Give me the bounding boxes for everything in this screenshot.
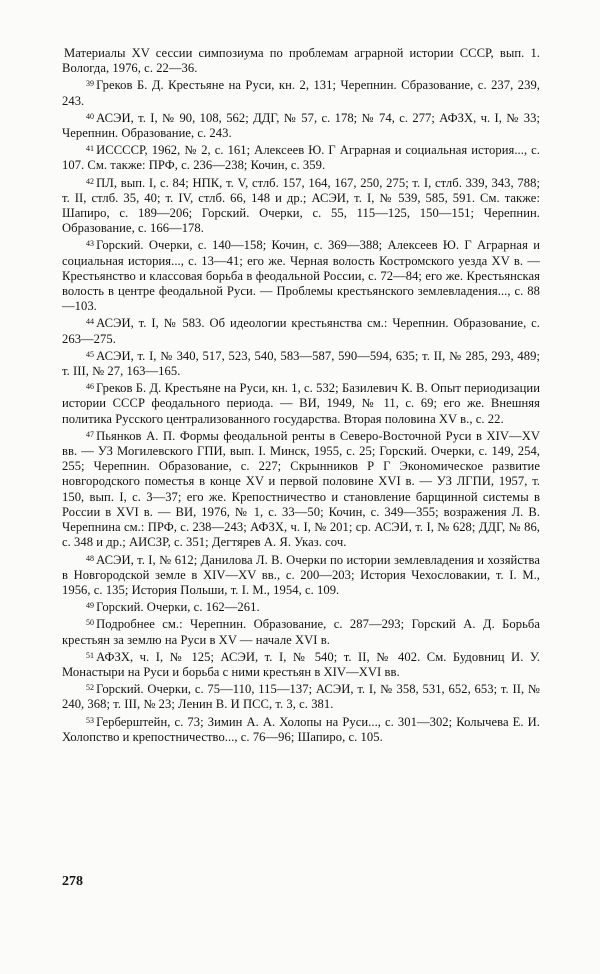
- footnote-text: Пьянков А. П. Формы феодальной ренты в Северо-Восточной Руси в XIV—XV вв. — УЗ Могилевского ГПИ, вып. I. Минск, 1955, с. 25; Горский. Очерки, с. 149, 254, 255; Черепнин. Образование, с. 227; Скрынников Р Г Экономическое развитие новгородского поместья в конце XV и первой половине XVI в. — УЗ ЛГПИ, 1957, т. 150, вып. I, с. 3—37; его же. Крепостничество и становление барщинной системы в России в XVI в. — ВИ, 1976, № 1, с. 33—50; Кочин, с. 349—355; возражения Л. В. Черепнина см.: ПРФ, с. 238—243; АФЗХ, ч. I, № 201; ср. АСЭИ, т. I, № 628; ДДГ, № 86, с. 348 и др.; АИСЗР, с. 351; Дегтярев А. Я. Указ. соч.: [62, 428, 540, 550]
- footnote-number: 41: [86, 144, 95, 154]
- footnote-number: 44: [86, 317, 95, 327]
- footnote-47: [62, 427, 540, 551]
- footnote-number: 53: [86, 715, 95, 725]
- footnote-52: [62, 680, 540, 712]
- footnote-number: 39: [86, 79, 95, 89]
- footnote-49: [62, 598, 540, 615]
- footnote-number: 46: [86, 382, 95, 392]
- footnote-50: [62, 615, 540, 647]
- footnote-51: [62, 648, 540, 680]
- footnote-text: АСЭИ, т. I, № 583. Об идеологии крестьянства см.: Черепнин. Образование, с. 263—275.: [62, 316, 540, 346]
- footnote-43: [62, 236, 540, 314]
- footnote-39: [62, 76, 540, 108]
- footnote-text: ПЛ, вып. I, с. 84; НПК, т. V, стлб. 157, 164, 167, 250, 275; т. I, стлб. 339, 343, 788; т. II, стлб. 35, 40; т. IV, стлб. 66, 148 и др.; АСЭИ, т. I, № 539, 585, 591. См. также: Шапиро, с. 189—206; Горский. Очерки, с. 55, 115—125, 150—151; Черепнин. Образование, с. 166—178.: [62, 175, 540, 236]
- footnote-number: 45: [86, 349, 95, 359]
- footnote-text: Герберштейн, с. 73; Зимин А. А. Холопы на Руси..., с. 301—302; Колычева Е. И. Холопство и крепостничество..., с. 76—96; Шапиро, с. 105.: [62, 714, 540, 744]
- footnote-number: 49: [86, 601, 95, 611]
- footnote-number: 48: [86, 553, 95, 563]
- footnote-number: 50: [86, 618, 95, 628]
- footnotes-block: [62, 44, 540, 745]
- footnote-text: Горский. Очерки, с. 75—110, 115—137; АСЭИ, т. I, № 358, 531, 652, 653; т. II, № 240, 368; т. III, № 23; Ленин В. И ПСС, т. 3, с. 381.: [62, 682, 540, 712]
- footnote-text: АСЭИ, т. I, № 612; Данилова Л. В. Очерки по истории землевладения и хозяйства в Новгородской земле в XIV—XV вв., с. 200—203; История Чехословакии, т. I. М., 1956, с. 135; История Польши, т. I. М., 1954, с. 109.: [62, 552, 540, 597]
- footnote-text: АСЭИ, т. I, № 90, 108, 562; ДДГ, № 57, с. 178; № 74, с. 277; АФЗХ, ч. I, № 33; Черепнин. Образование, с. 243.: [62, 110, 540, 141]
- footnote-number: 52: [86, 683, 95, 693]
- footnote-48: [62, 551, 540, 599]
- footnote-number: 51: [86, 650, 95, 660]
- footnote-42: [62, 174, 540, 237]
- footnote-number: 42: [86, 176, 95, 186]
- footnote-text: Греков Б. Д. Крестьяне на Руси, кн. 1, с. 532; Базилевич К. В. Опыт периодизации истории СССР феодального периода. — ВИ, 1949, № 11, с. 69; его же. Внешняя политика Русского централизованного государства. Вторая половина XV в., с. 22.: [62, 381, 540, 426]
- footnote-continued: [62, 44, 540, 76]
- footnote-46: [62, 379, 540, 427]
- footnote-45: [62, 347, 540, 379]
- page-number: 278: [62, 874, 83, 889]
- footnote-41: [62, 141, 540, 173]
- footnote-44: [62, 314, 540, 346]
- footnote-53: [62, 713, 540, 745]
- footnote-text: АСЭИ, т. I, № 340, 517, 523, 540, 583—587, 590—594, 635; т. II, № 285, 293, 489; т. III, № 27, 163—165.: [62, 348, 540, 379]
- footnote-text: Греков Б. Д. Крестьяне на Руси, кн. 2, 131; Черепнин. Сбразование, с. 237, 239, 243.: [62, 78, 540, 108]
- footnote-text: Материалы XV сессии симпозиума по проблемам аграрной истории СССР, вып. 1. Вологда, 1976, с. 22—36.: [62, 46, 540, 76]
- footnote-text: ИССССР, 1962, № 2, с. 161; Алексеев Ю. Г Аграрная и социальная история..., с. 107. См. также: ПРФ, с. 236—238; Кочин, с. 359.: [62, 143, 540, 173]
- footnote-text: Горский. Очерки, с. 140—158; Кочин, с. 369—388; Алексеев Ю. Г Аграрная и социальная история..., с. 13—41; его же. Черная волость Костромского уезда XV в. — Крестьянство и классовая борьба в феодальной России, с. 72—84; его же. Крестьянская волость в центре феодальной Руси. — Проблемы крестьянского землевладения..., с. 88—103.: [62, 238, 540, 314]
- footnote-number: 43: [86, 239, 95, 249]
- footnote-text: Подробнее см.: Черепнин. Образование, с. 287—293; Горский А. Д. Борьба крестьян за землю на Руси в XV — начале XVI в.: [62, 617, 540, 647]
- footnote-40: [62, 109, 540, 141]
- footnote-text: Горский. Очерки, с. 162—261.: [96, 600, 260, 615]
- footnote-number: 40: [86, 111, 95, 121]
- footnote-text: АФЗХ, ч. I, № 125; АСЭИ, т. I, № 540; т. II, № 402. См. Будовниц И. У. Монастыри на Руси и борьба с ними крестьян в XIV—XVI вв.: [62, 649, 540, 679]
- footnote-number: 47: [86, 429, 95, 439]
